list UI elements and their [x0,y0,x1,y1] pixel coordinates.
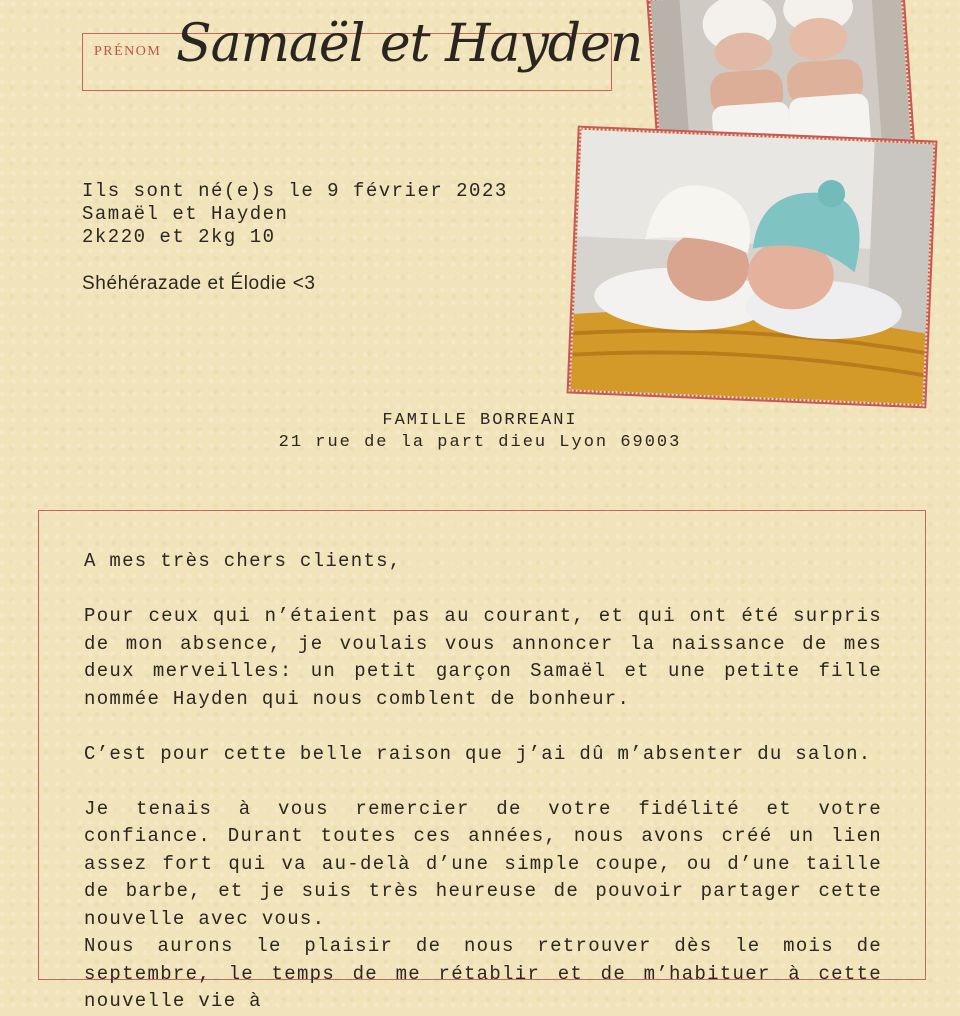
letter-paragraph-1: Pour ceux qui n’étaient pas au courant, et qui ont été surpris de mon absence, je voulais vous annoncer la naissance de mes deux merveilles: un petit garçon Samaël et une petite fille nommée Hayden qui nous comblent de bonheur. [84,605,882,710]
birth-date-line: Ils sont né(e)s le 9 février 2023 [82,180,508,202]
birth-info [82,180,508,249]
names-script-title: Samaël et Hayden [176,14,643,74]
family-address: 21 rue de la part dieu Lyon 69003 [278,433,682,452]
prenom-label: PRÉNOM [94,44,162,59]
birth-names-line: Samaël et Hayden [82,203,289,225]
letter-paragraph-3: Je tenais à vous remercier de votre fidélité et votre confiance. Durant toutes ces années, nous avons créé un lien assez fort qui va au-delà d’une simple coupe, ou d’une taille de barbe, et je suis très heureuse de pouvoir partager cette nouvelle avec vous. [84,797,882,930]
parents-line: Shéhérazade et Élodie <3 [82,273,316,294]
twin-babies-with-beanies-photo [567,126,938,409]
letter-body [84,548,882,1016]
birth-weights-line: 2k220 et 2kg 10 [82,226,276,248]
family-name: FAMILLE BORREANI [382,411,578,430]
family-block [0,410,960,454]
letter-paragraph-4: Nous aurons le plaisir de nous retrouver dès le mois de septembre, le temps de me rétablir et de m’habituer à cette nouvelle vie à [84,935,882,1012]
letter-paragraph-2: C’est pour cette belle raison que j’ai dû m’absenter du salon. [84,742,872,765]
letter-greeting: A mes très chers clients, [84,550,402,572]
